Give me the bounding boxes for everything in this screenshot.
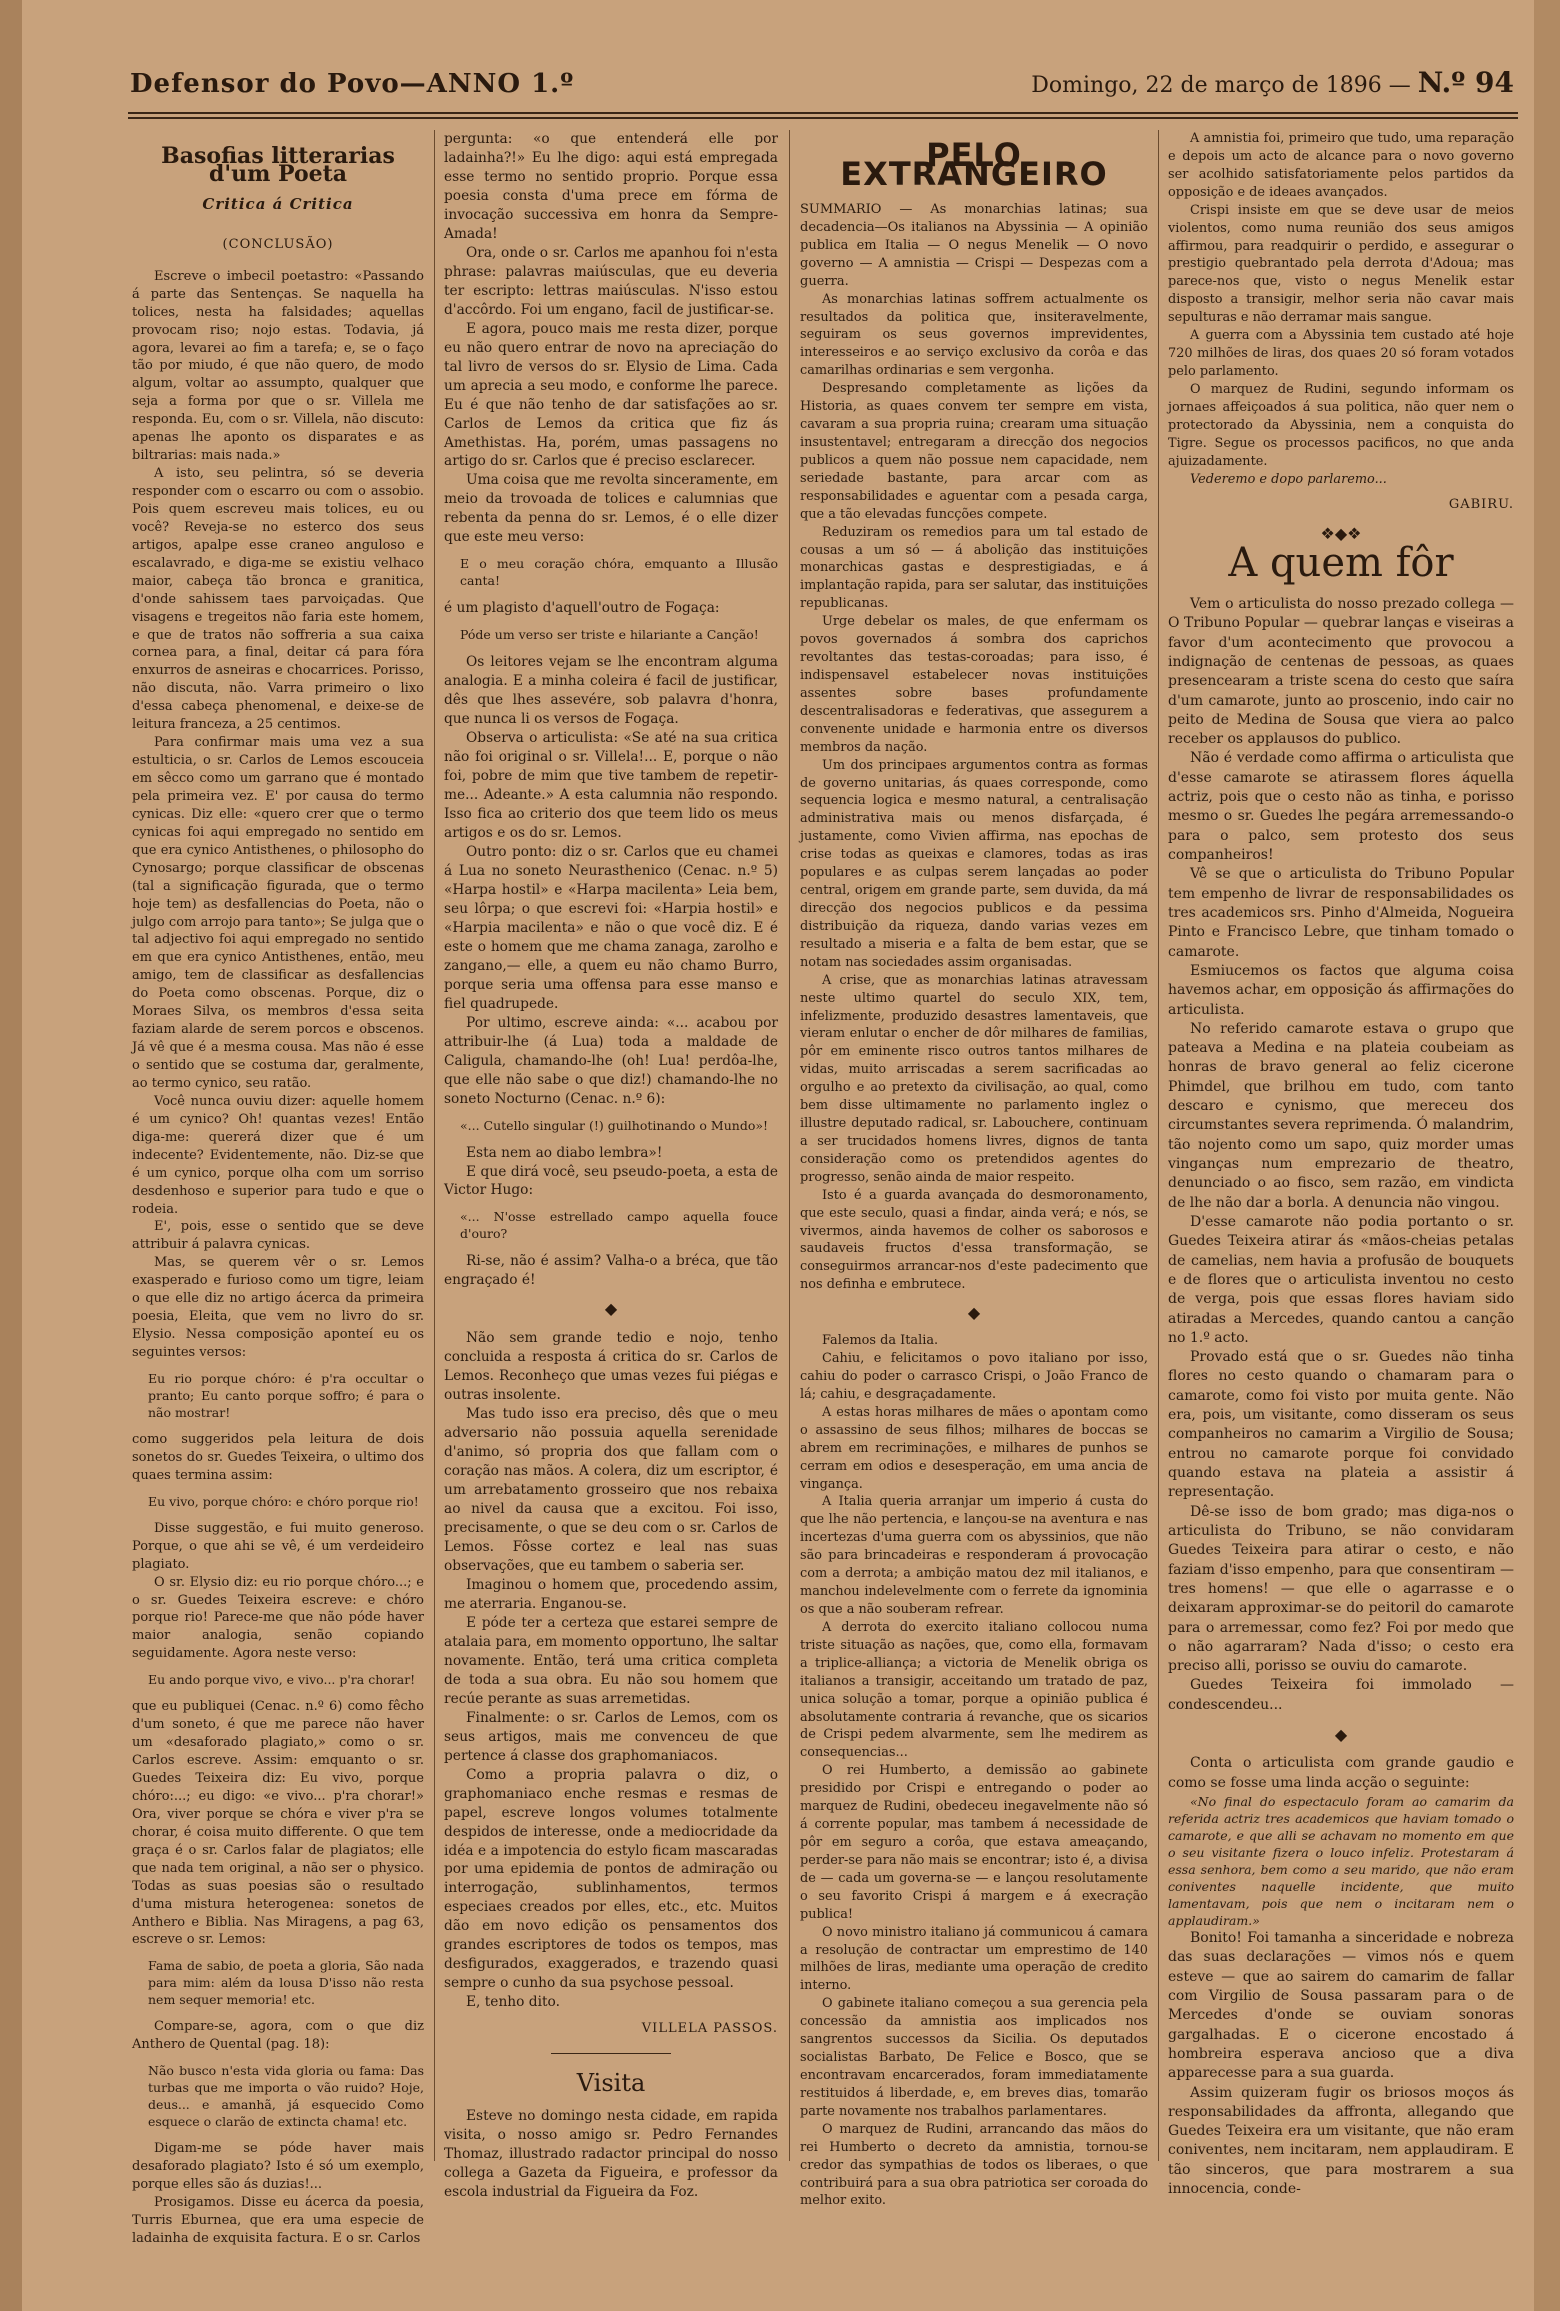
paragraph: Vem o articulista do nosso prezado collega — O Tribuno Popular — quebrar lanças e viseiras a favor d'um acontecimento que provocou a indignação de centenas de pessoas, as quaes presencearam a triste scena do cesto que saíra d'um camarote, junto ao proscenio, indo cair no peito de Medina de Sousa que viera ao palco receber os applausos do publico. [1168, 595, 1514, 748]
paragraph: E', pois, esse o sentido que se deve attribuir á palavra cynicas. [132, 1219, 424, 1253]
paragraph: como suggeridos pela leitura de dois sonetos do sr. Guedes Teixeira, o ultimo dos quaes termina assim: [132, 1431, 424, 1483]
article-title: Basofias litterarias d'um Poeta [161, 143, 395, 187]
issue-number: N.º 94 [1417, 66, 1514, 99]
verse-quote: Póde um verso ser triste e hilariante a Canção! [460, 627, 759, 643]
paragraph: Finalmente: o sr. Carlos de Lemos, com os seus artigos, mais me convenceu de que pertence á classe dos graphomaniacos. [444, 1709, 778, 1764]
article-body [1168, 130, 1514, 514]
verse-quote: «... N'osse estrellado campo aquella fouce d'ouro? [460, 1209, 778, 1242]
quoted-statement: «No final do espectaculo foram ao camarim da referida actriz tres academicos que haviam tomado o camarote, e que alli se achavam no momento em que o seu visitante fizera o louco infeliz. Protestaram á essa senhora, bem como a seu marido, que não eram coniventes naquelle incidente, que muito lamentavam, pois que nem o incitaram nem o applaudiram.» [1168, 1794, 1514, 1929]
paragraph: Isto é a guarda avançada do desmoronamento, que este seculo, quasi a findar, ainda verá; e nós, se vivermos, ainda havemos de colher os saborosos e saudaveis fructos d'essa transformação, se conseguirmos arrancar-nos d'este padecimento que nos definha e embrutece. [800, 1187, 1148, 1293]
summary: SUMMARIO — As monarchias latinas; sua decadencia—Os italianos na Abyssinia — A opinião publica em Italia — O negus Menelik — O novo governo — A amnistia — Crispi — Despezas com a guerra. [800, 201, 1148, 289]
column-1 [132, 130, 424, 2248]
paragraph: Vê se que o articulista do Tribuno Popular tem empenho de livrar de responsabilidades os tres academicos srs. Pinho d'Almeida, Nogueira Pinto e Francisco Lebre, que tinham tomado o camarote. [1168, 866, 1514, 960]
paragraph: Disse suggestão, e fui muito generoso. Porque, o que ahi se vê, é um verdeideiro plagiato. [132, 1520, 424, 1572]
author-signature: GABIRU. [1448, 497, 1514, 513]
paragraph: Crispi insiste em que se deve usar de meios violentos, como numa reunião dos seus amigos affirmou, para readquirir o perdido, e assegurar o prestigio quebrantado pela derrota d'Adoua; mas parece-nos que, visto o negus Menelik estar disposto a transigir, melhor seria não cavar mais sepulturas e não derramar mais sangue. [1168, 202, 1514, 326]
paragraph: A derrota do exercito italiano collocou numa triste situação as nações, que, como ella, formavam a triplice-alliança; a victoria de Menelik obriga os italianos a transigir, acceitando um tratado de paz, unica solução a tomar, porque a opinião publica é absolutamente contraria á revanche, que os sicarios de Crispi pedem alvarmente, sem lhe medirem as consequencias... [800, 1619, 1148, 1761]
paragraph: Esmiucemos os factos que alguma coisa havemos achar, em opposição ás affirmações do articulista. [1168, 962, 1514, 1018]
paragraph: O marquez de Rudini, segundo informam os jornaes affeiçoados á sua politica, não quer nem o protectorado da Abyssinia, nem a conquista do Tigre. Segue os processos pacificos, no que anda ajuizadamente. [1168, 381, 1514, 469]
paragraph: pergunta: «o que entenderá elle por ladainha?!» Eu lhe digo: aqui está empregada esse termo no sentido proprio. Porque essa poesia consta d'uma prece em fórma de invocação successiva em honra da Sempre-Amada! [444, 131, 778, 242]
paragraph: Por ultimo, escreve ainda: «... acabou por attribuir-lhe (á Lua) toda a maldade de Caligula, chamando-lhe (oh! Lua! perdôa-lhe, que elle não sabe o que diz!) chamando-lhe no soneto Nocturno (Cenac. n.º 6): [444, 1014, 778, 1107]
paragraph: Um dos principaes argumentos contra as formas de governo unitarias, ás quaes corresponde, como sequencia logica e mesmo natural, a centralisação administrativa mais ou menos disfarçada, é justamente, como Vivien affirma, nas epochas de crise todas as queixas e clamores, todas as iras populares e as culpas serem lançadas ao poder central, origem em grande parte, sem duvida, da má direcção dos negocios publicos e da pessima distribuição da riqueza, dando varias vezes em resultado a miseria e a falta de bem estar, que se notam nas sociedades assim organisadas. [800, 757, 1148, 970]
section-title: Visita [576, 2069, 646, 2098]
paragraph: Ora, onde o sr. Carlos me apanhou foi n'esta phrase: palavras maiúsculas, que eu deveria ter escripto: lettras maiúsculas. N'isso estou d'accôrdo. Foi um engano, facil de justificar-se. [444, 244, 778, 318]
page-header [130, 66, 1514, 106]
column-4 [1168, 130, 1514, 2199]
paragraph: O rei Humberto, a demissão ao gabinete presidido por Crispi e entregando o poder ao marquez de Rudini, obedeceu inegavelmente não só á corrente popular, mas tambem á necessidade de pôr em seguro a corôa, que estava ameaçando, perder-se para não mais se encontrar; isto é, a divisa de — cada um governa-se — e lançou resolutamente o seu favorito Crispi á margem e á execração publica! [800, 1763, 1148, 1922]
author-signature: VILLELA PASSOS. [641, 2021, 778, 2037]
divider [551, 2053, 671, 2054]
paragraph: Bonito! Foi tamanha a sinceridade e nobreza das suas declarações — vimos nós e quem esteve — que ao sairem do camarim de fallar com Virgilio de Sousa passaram para o de Mercedes d'onde se ouviam sonoras gargalhadas. E o cicerone encostado á hombreira esperava ancioso que a diva apparecesse para a sua guarda. [1168, 1930, 1514, 2082]
verse-quote: Não busco n'esta vida gloria ou fama: Das turbas que me importa o vão ruido? Hoje, deus... e amanhã, já esquecido Como esquece o clarão de extincta chama! etc. [148, 2063, 424, 2130]
article-body [800, 291, 1148, 2211]
paragraph: Prosigamos. Disse eu ácerca da poesia, Turris Eburnea, que era uma especie de ladainha de exquisita factura. E o sr. Carlos [132, 2195, 424, 2246]
paragraph: A guerra com a Abyssinia tem custado até hoje 720 milhões de liras, dos quaes 20 só foram votados pelo parlamento. [1168, 328, 1514, 379]
paragraph: Guedes Teixeira foi immolado — condescendeu... [1168, 1677, 1514, 1713]
paragraph: Despresando completamente as lições da Historia, as quaes convem ter sempre em vista, cavaram a sua propria ruina; crearam uma situação insustentavel; entregaram a direcção dos negocios publicos a quem não possue nem capacidade, nem seriedade bastante, para arcar com as responsabilidades e aguentar com a pesada carga, que a tão elevadas funcções compete. [800, 381, 1148, 522]
verse-quote: Eu vivo, porque chóro: e chóro porque rio! [148, 1493, 419, 1509]
conclusion-label: (CONCLUSÃO) [222, 236, 334, 252]
paragraph: Cahiu, e felicitamos o povo italiano por isso, cahiu do poder o carrasco Crispi, o João Franco de lá; cahiu, e desgraçadamente. [800, 1351, 1148, 1402]
paragraph: E póde ter a certeza que estarei sempre de atalaia para, em momento opportuno, lhe saltar novamente. Então, terá uma critica completa de toda a sua obra. Eu não sou homem que recúe perante as suas arremetidas. [444, 1614, 778, 1707]
ornament-icon: ◆ [967, 1303, 981, 1323]
paragraph: Os leitores vejam se lhe encontram alguma analogia. E a minha coleira é facil de justificar, dês que lhes assevére, sob palavra d'honra, que nunca li os versos de Fogaça. [444, 654, 778, 728]
paragraph: O novo ministro italiano já communicou á camara a resolução de contractar um emprestimo de 140 milhões de liras, mediante uma operação de credito interno. [800, 1924, 1148, 1994]
verse-quote: Fama de sabio, de poeta a gloria, São nada para mim: além da lousa D'isso não resta nem sequer memoria! etc. [148, 1958, 424, 2008]
column-divider [789, 130, 790, 2161]
paragraph: E, tenho dito. [466, 1994, 560, 2011]
paragraph: Dê-se isso de bom grado; mas diga-nos o articulista do Tribuno, se não convidaram Guedes Teixeira para atirar o cesto, e não faziam d'isso empenho, para que consentiram — tres homens! — que elle o agarrasse e o deixaram approximar-se do peitoril do camarote para o arremessar, como fez? Foi por medo que o não agarraram? Nada d'isso; o cesto era preciso alli, porisso se ouviu do camarote. [1168, 1503, 1514, 1675]
column-divider [434, 130, 435, 2161]
paragraph: Escreve o imbecil poetastro: «Passando á parte das Sentenças. Se naquella ha tolices, nesta ha falsidades; aquellas provocam riso; nojo estas. Todavia, já agora, levarei ao fim a tarefa; e, se o faço tão por miudo, é que não quero, de modo algum, voltar ao assumpto, qualquer que seja a forma por que o sr. Villela me responda. Eu, com o sr. Villela, não discuto: apenas lhe aponto os disparates e as biltrarias: mais nada.» [132, 268, 424, 464]
paragraph: Assim quizeram fugir os briosos moços ás responsabilidades da affronta, allegando que Guedes Teixeira era um visitante, que não eram coniventes, nem incitaram, nem applaudiram. E tão sinceros, que para mostrarem a sua innocencia, conde- [1168, 2084, 1514, 2198]
section-title: A quem fôr [1228, 539, 1454, 586]
column-2 [444, 130, 778, 2202]
paragraph: Compare-se, agora, com o que diz Anthero de Quental (pag. 18): [132, 2019, 424, 2053]
section-title: PELO EXTRANGEIRO [840, 136, 1108, 194]
verse-quote: «... Cutello singular (!) guilhotinando o Mundo»! [460, 1117, 769, 1133]
verse-quote: Eu ando porque vivo, e vivo... p'ra chorar! [148, 1672, 416, 1688]
paragraph: A amnistia foi, primeiro que tudo, uma reparação e depois um acto de alcance para o novo governo ser acolhido satisfatoriamente pelos partidos da opposição e de ideaes avançados. [1168, 131, 1514, 200]
paragraph: No referido camarote estava o grupo que pateava a Medina e na plateia coubeiam as honras de bravo general ao feliz cicerone Phimdel, que brilhou em tudo, com tanto descaro e cynismo, que mereceu dos circumstantes severa reprimenda. Ó malandrim, tão nojento como um sapo, quiz morder umas vinganças num emprezario de theatro, denunciado o ao fisco, sem razão, em vindicta de lhe não dar a borla. A denuncia não vingou. [1168, 1020, 1514, 1211]
header-rule-2 [128, 117, 1518, 119]
paragraph: A Italia queria arranjar um imperio á custa do que lhe não pertencia, e lançou-se na aventura e nas incertezas d'uma guerra com os abyssinios, que não são para brincadeiras e responderam á provocação com a derrota; a ambição matou dez mil italianos, e manchou indelevelmente com o ferrete da ignominia os que a não souberam refrear. [800, 1494, 1148, 1617]
paragraph: Ri-se, não é assim? Valha-o a bréca, que tão engraçado é! [444, 1253, 778, 1289]
article-subtitle: Critica á Critica [202, 194, 354, 213]
paragraph: Como a propria palavra o diz, o graphomaniaco enche resmas e resmas de papel, escreve longos volumes totalmente despidos de interesse, onde a mediocridade da idéa e a impotencia do estylo ficam mascaradas por uma epidemia de pontos de admiração ou interrogação, sublinhamentos, termos especiaes creados por elles, etc., etc. Muitos dão em novo edição os pensamentos dos grandes escriptores de todos os tempos, mas desfigurados, exaggerados, e trazendo quasi sempre o cunho da sua psychose pessoal. [444, 1766, 778, 1992]
masthead: Defensor do Povo—ANNO 1.º [130, 69, 575, 99]
ornament-icon: ❖◆❖ [1320, 524, 1362, 544]
issue-date: Domingo, 22 de março de 1896 — N.º 94 [1031, 66, 1514, 99]
paragraph: Vederemo e dopo parlaremo... [1190, 471, 1387, 487]
verse-quote: E o meu coração chóra, emquanto a Illusão canta! [460, 556, 778, 589]
page-edge-left [0, 0, 22, 2311]
paragraph: O sr. Elysio diz: eu rio porque chóro...; e o sr. Guedes Teixeira escreve: e chóro porque rio! Parece-me que não póde haver maior analogia, senão copiando seguidamente. Agora neste verso: [132, 1574, 424, 1662]
column-3 [800, 130, 1148, 2210]
paragraph: é um plagisto d'aquell'outro de Fogaça: [444, 600, 720, 617]
ornament-icon: ◆ [1334, 1725, 1348, 1745]
header-rule [128, 112, 1518, 114]
paragraph: Provado está que o sr. Guedes não tinha flores no cesto quando o chamaram para o camarote, como foi visto por muita gente. Não era, pois, um visitante, como disseram os seus companheiros no camarim a Virgilio de Sousa; entrou no camarote porque foi convidado quando estava na plateia a assistir á representação. [1168, 1349, 1514, 1501]
paragraph: Observa o articulista: «Se até na sua critica não foi original o sr. Villela!... E, porque o não foi, pobre de mim que tive tambem de repetir-me... Adeante.» A esta calumnia não respondo. Isso fica ao criterio dos que teem lido os meus artigos e os do sr. Lemos. [444, 730, 778, 841]
paragraph: Digam-me se póde haver mais desaforado plagiato? Isto é só um exemplo, porque elles são ás duzias!... [132, 2141, 424, 2193]
paragraph: Não sem grande tedio e nojo, tenho concluida a resposta á critica do sr. Carlos de Lemos. Reconheço que umas vezes fui piégas e outras insolente. [444, 1330, 778, 1404]
paragraph: Outro ponto: diz o sr. Carlos que eu chamei á Lua no soneto Neurasthenico (Cenac. n.º 5) «Harpa hostil» e «Harpa macilenta» Leia bem, seu lôrpa; o que escrevi foi: «Harpia hostil» e «Harpia macilenta» e não o que você diz. E é este o homem que me chama zanaga, zarolho e zangano,— elle, a quem eu não chamo Burro, porque seria uma offensa para esse manso e fiel quadrupede. [444, 843, 778, 1012]
paragraph: As monarchias latinas soffrem actualmente os resultados da politica que, insiteravelmente, seguiram os seus governos imprevidentes, interesseiros e ao serviço exclusivo da corôa e das camarilhas ordinarias e sem vergonha. [800, 291, 1148, 379]
paragraph: que eu publiquei (Cenac. n.º 6) como fêcho d'um soneto, é que me parece não haver um «desaforado plagiato,» como o sr. Carlos escreve. Assim: emquanto o sr. Guedes Teixeira diz: Eu vivo, porque chóro:...; eu digo: «e vivo... p'ra chorar!» Ora, viver porque se chóra e viver p'ra se chorar, é coisa muito differente. O que tem graça é o sr. Carlos falar de plagiatos; elle que nada tem original, a não ser o physico. Todas as suas poesias são o resultado d'uma mistura heterogenea: sonetos de Anthero e Biblia. Nas Miragens, a pag 63, escreve o sr. Lemos: [132, 1699, 424, 1948]
paragraph: Urge debelar os males, de que enfermam os povos governados á sombra dos caprichos revoltantes das testas-coroadas; para isso, é indispensavel estabelecer novas instituições assentes sobre bases profundamente descentralisadoras e federativas, que assegurem a convenente unidade e harmonia entre os diversos membros da nação. [800, 614, 1148, 755]
paragraph: O gabinete italiano começou a sua gerencia pela concessão da amnistia aos implicados nos sangrentos successos da Sicilia. Os deputados socialistas Barbato, De Felice e Bosco, que se encontravam encarcerados, foram immediatamente restituidos á liberdade, e, em breves dias, tomarão parte novamente nos trabalhos parlamentares. [800, 1996, 1148, 2119]
paragraph: Reduziram os remedios para um tal estado de cousas a um só — á abolição das instituições monarchicas gastas e desprestigiadas, e á implantação rapida, para ser salutar, das instituições republicanas. [800, 524, 1148, 612]
paragraph: Conta o articulista com grande gaudio e como se fosse uma linda acção o seguinte: [1168, 1755, 1514, 1791]
ornament-icon: ◆ [604, 1299, 618, 1319]
paragraph: Esteve no domingo nesta cidade, em rapida visita, o nosso amigo sr. Pedro Fernandes Thomaz, illustrado radactor principal do nosso collega a Gazeta da Figueira, e professor da escola industrial da Figueira da Foz. [444, 2108, 778, 2201]
paragraph: O marquez de Rudini, arrancando das mãos do rei Humberto o decreto da amnistia, tornou-se credor das sympathias de todos os liberaes, o que contribuirá para a sua obra patriotica ser coroada do melhor exito. [800, 2121, 1148, 2209]
paragraph: Para confirmar mais uma vez a sua estulticia, o sr. Carlos de Lemos escouceia em sêcco como um garrano que é montado pela primeira vez. E' por causa do termo cynicas. Diz elle: «quero crer que o termo cynicas foi aqui empregado no sentido em que era cynico Antisthenes, o philosopho do Cynosargo; porque classificar de obscenas (tal a significação figurada, que o termo hoje tem) as desfallencias do Poeta, não o julgo com arrojo para tanto»; Se julga que o tal adjectivo foi aqui empregado no sentido em que era cynico Antisthenes, então, meu amigo, tem de classificar as desfallencias do Poeta como obscenas. Porque, diz o Moraes Silva, os membros d'essa seita faziam alarde de serem porcos e obscenos. Já vê que é a mesma cousa. Mas não é esse o sentido que se costuma dar, geralmente, ao termo cynico, seu ratão. [132, 735, 424, 1091]
paragraph: A isto, seu pelintra, só se deveria responder com o escarro ou com o assobio. Pois quem escreveu mais tolices, eu ou você? Reveja-se no esterco dos seus artigos, apalpe esse craneo anguloso e escalavrado, e diga-me se existiu velhaco maior, cabeça tão bronca e granitica, d'onde sahissem taes parvoiçadas. Que visagens e tregeitos não faria este homem, e que de tratos não soffreria a sua caixa cornea para, a final, deitar cá para fóra enxurros de asneiras e chocarrices. Porisso, não discuta, não. Varra primeiro o lixo d'essa cabeça phenomenal, e deixe-se de leitura franceza, a 25 centimos. [132, 466, 424, 733]
paragraph: Você nunca ouviu dizer: aquelle homem é um cynico? Oh! quantas vezes! Então diga-me: quererá dizer que é um indecente? Evidentemente, não. Diz-se que é um cynico, porque olha com um sorriso desdenhoso e superior para tudo e que o rodeia. [132, 1093, 424, 1217]
paragraph: Não é verdade como affirma o articulista que d'esse camarote se atirassem flores áquella actriz, pois que o cesto não as tinha, e porisso mesmo o sr. Guedes lhe pegára arremessando-o para o palco, sem protesto dos seus companheiros! [1168, 750, 1514, 864]
verse-quote: Eu rio porque chóro: é p'ra occultar o pranto; Eu canto porque soffro; é para o não mostrar! [148, 1370, 424, 1420]
paragraph: E agora, pouco mais me resta dizer, porque eu não quero entrar de novo na apreciação do tal livro de versos do sr. Elysio de Lima. Cada um aprecia a seu modo, e conforme lhe parece. Eu é que não tenho de dar satisfações ao sr. Carlos de Lemos da critica que fiz ás Amethistas. Ha, porém, umas passagens no artigo do sr. Carlos que é preciso esclarecer. [444, 320, 778, 470]
paragraph: Mas tudo isso era preciso, dês que o meu adversario não possuia aquella serenidade d'animo, só propria dos que fallam com o coração nas mãos. A colera, diz um escriptor, é um arrebatamento grosseiro que nos rebaixa ao nivel da causa que a excitou. Foi isso, precisamente, o que se deu com o sr. Carlos de Lemos. Fôsse cortez e leal nas suas observações, que eu tambem o saberia ser. [444, 1406, 778, 1574]
column-divider [1158, 130, 1159, 2161]
paragraph: E que dirá você, seu pseudo-poeta, a esta de Victor Hugo: [444, 1163, 778, 1199]
paragraph: A crise, que as monarchias latinas atravessam neste ultimo quartel do seculo XIX, tem, infelizmente, produzido desastres lamentaveis, que vieram enlutar o encher de dôr milhares de familias, pôr em eminente risco outros tantos milhares de vidas, muito arriscadas a serem sacrificadas ao orgulho e ao pretexto da civilisação, ao qual, como bem disse ultimamente no parlamento inglez o illustre deputado radical, sr. Labouchere, continuam a ser trucidados homens livres, dignos de tanta consideração como os pretendidos agentes do progresso, senão ainda de maior respeito. [800, 972, 1148, 1185]
page-edge-right [1534, 0, 1560, 2311]
paragraph: D'esse camarote não podia portanto o sr. Guedes Teixeira atirar ás «mãos-cheias petalas de camelias, nem havia a profusão de bouquets e de flores que o articulista inventou no cesto de verga, pois que essas flores haviam sido atiradas a Mercedes, quando cantou a canção no 1.º acto. [1168, 1213, 1514, 1346]
paragraph: Imaginou o homem que, procedendo assim, me aterraria. Enganou-se. [444, 1576, 778, 1612]
paragraph: Mas, se querem vêr o sr. Lemos exasperado e furioso como um tigre, leiam o que elle diz no artigo ácerca da primeira poesia, Eleita, que vem no livro do sr. Elysio. Nessa composição aponteí eu os seguintes versos: [132, 1255, 424, 1360]
paragraph: Uma coisa que me revolta sinceramente, em meio da trovoada de tolices e calumnias que rebenta da penna do sr. Lemos, é o elle dizer que este meu verso: [444, 472, 778, 546]
paragraph: Esta nem ao diabo lembra»! [466, 1144, 663, 1161]
paragraph: A estas horas milhares de mães o apontam como o assassino de seus filhos; milhares de boccas se abrem em recriminações, e milhares de punhos se cerram em odios e desesperação, em uma ancia de vingança. [800, 1404, 1148, 1492]
paragraph: Falemos da Italia. [822, 1333, 939, 1349]
